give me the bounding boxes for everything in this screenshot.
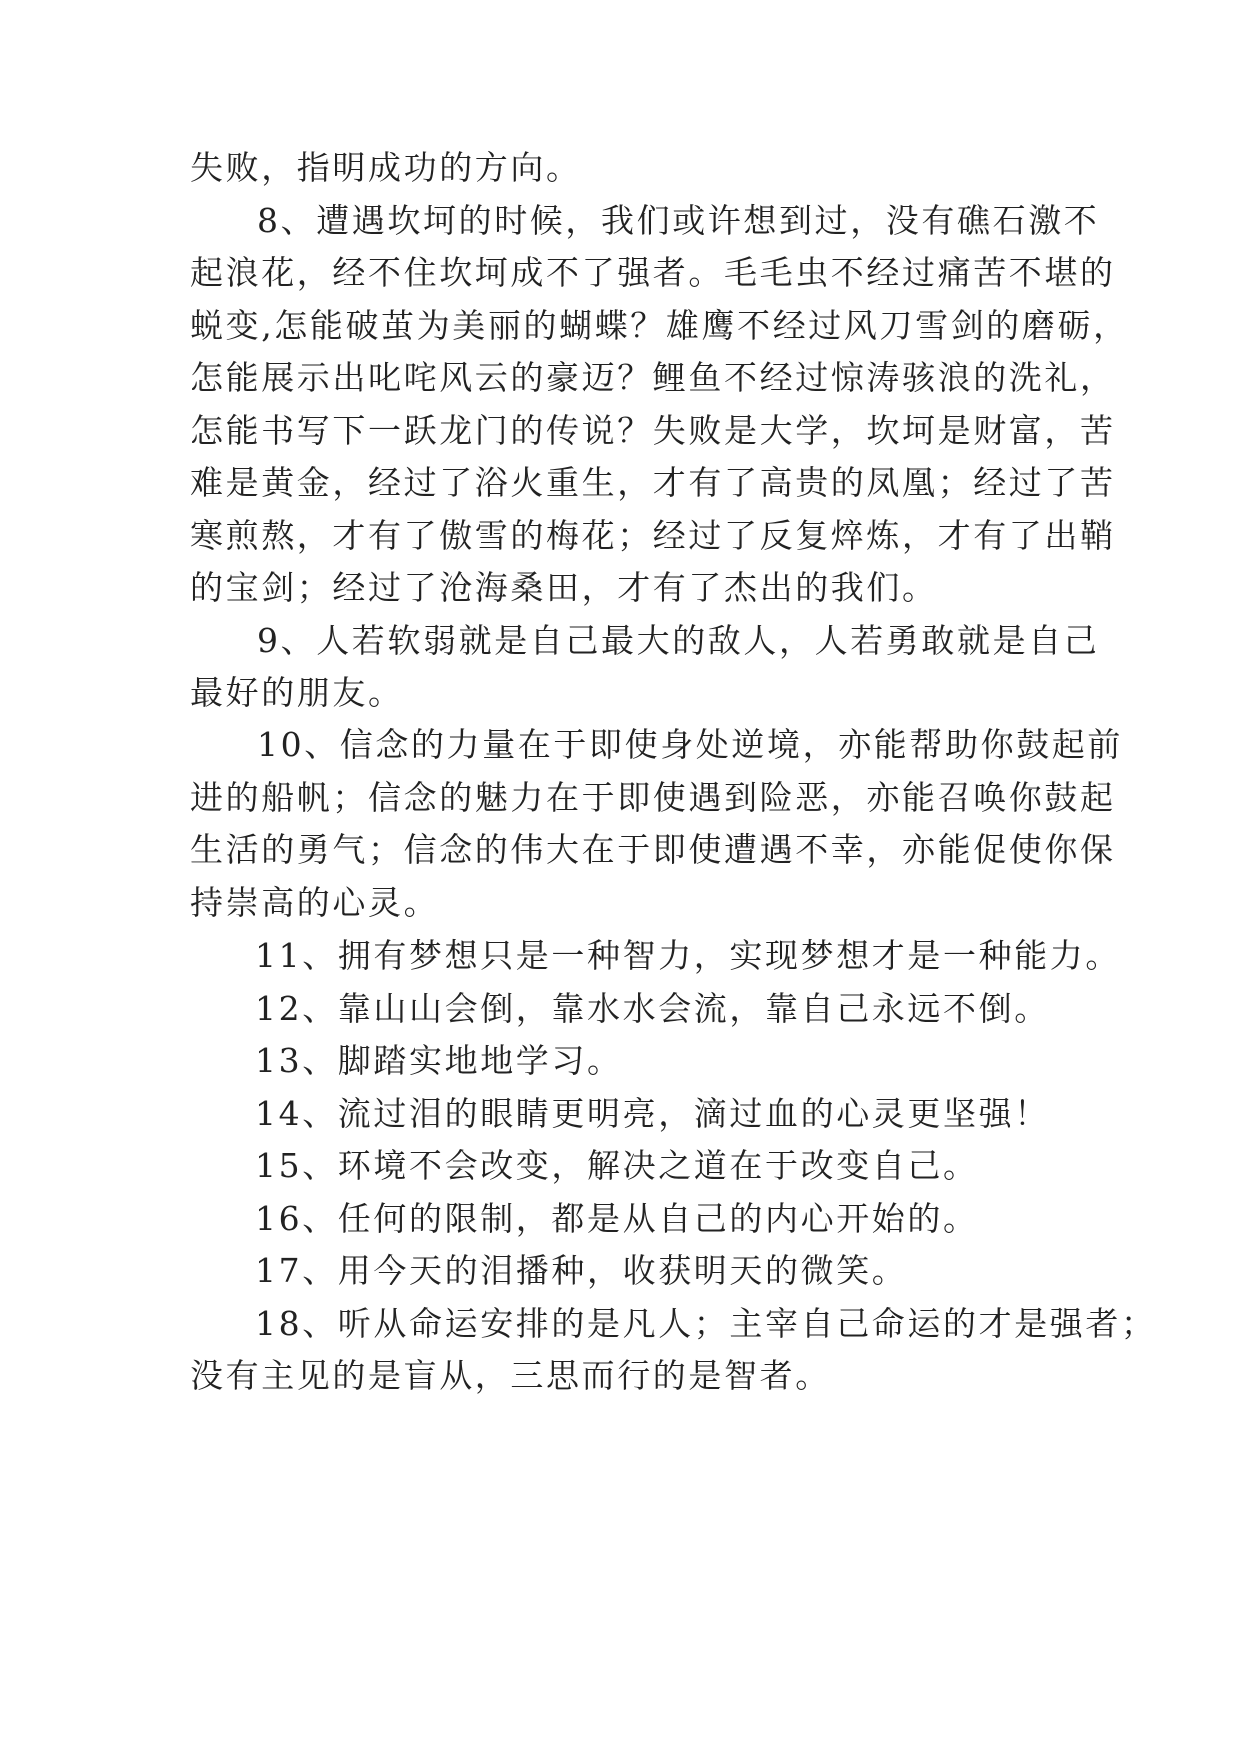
text-line: 起浪花，经不住坎坷成不了强者。毛毛虫不经过痛苦不堪的: [190, 253, 1116, 292]
text-line: 15、环境不会改变，解决之道在于改变自己。: [255, 1146, 979, 1185]
text-line: 17、用今天的泪播种，收获明天的微笑。: [255, 1251, 908, 1290]
text-line: 的宝剑；经过了沧海桑田，才有了杰出的我们。: [190, 568, 938, 607]
text-line: 14、流过泪的眼睛更明亮，滴过血的心灵更坚强！: [255, 1094, 1050, 1133]
text-line: 没有主见的是盲从，三思而行的是智者。: [190, 1356, 831, 1395]
text-line: 蜕变,怎能破茧为美丽的蝴蝶？雄鹰不经过风刀雪剑的磨砺，: [190, 306, 1129, 345]
text-line: 9、人若软弱就是自己最大的敌人，人若勇敢就是自己: [257, 621, 1100, 660]
text-line: 最好的朋友。: [190, 673, 404, 712]
text-line: 持崇高的心灵。: [190, 883, 440, 922]
text-line: 11、拥有梦想只是一种智力，实现梦想才是一种能力。: [255, 936, 1121, 975]
text-line: 怎能展示出叱咤风云的豪迈？鲤鱼不经过惊涛骇浪的洗礼，: [190, 358, 1116, 397]
text-line: 怎能书写下一跃龙门的传说？失败是大学，坎坷是财富，苦: [190, 411, 1116, 450]
text-line: 10、信念的力量在于即使身处逆境，亦能帮助你鼓起前: [257, 725, 1123, 764]
text-line: 失败，指明成功的方向。: [190, 148, 582, 187]
text-line: 16、任何的限制，都是从自己的内心开始的。: [255, 1199, 979, 1238]
text-line: 13、脚踏实地地学习。: [255, 1041, 623, 1080]
text-line: 进的船帆；信念的魅力在于即使遇到险恶，亦能召唤你鼓起: [190, 778, 1116, 817]
text-line: 8、遭遇坎坷的时候，我们或许想到过，没有礁石激不: [257, 201, 1100, 240]
text-line: 难是黄金，经过了浴火重生，才有了高贵的凤凰；经过了苦: [190, 463, 1116, 502]
text-line: 生活的勇气；信念的伟大在于即使遭遇不幸，亦能促使你保: [190, 830, 1116, 869]
text-line: 18、听从命运安排的是凡人；主宰自己命运的才是强者；: [255, 1304, 1157, 1343]
text-line: 12、靠山山会倒，靠水水会流，靠自己永远不倒。: [255, 989, 1050, 1028]
text-line: 寒煎熬，才有了傲雪的梅花；经过了反复焠炼，才有了出鞘: [190, 516, 1116, 555]
